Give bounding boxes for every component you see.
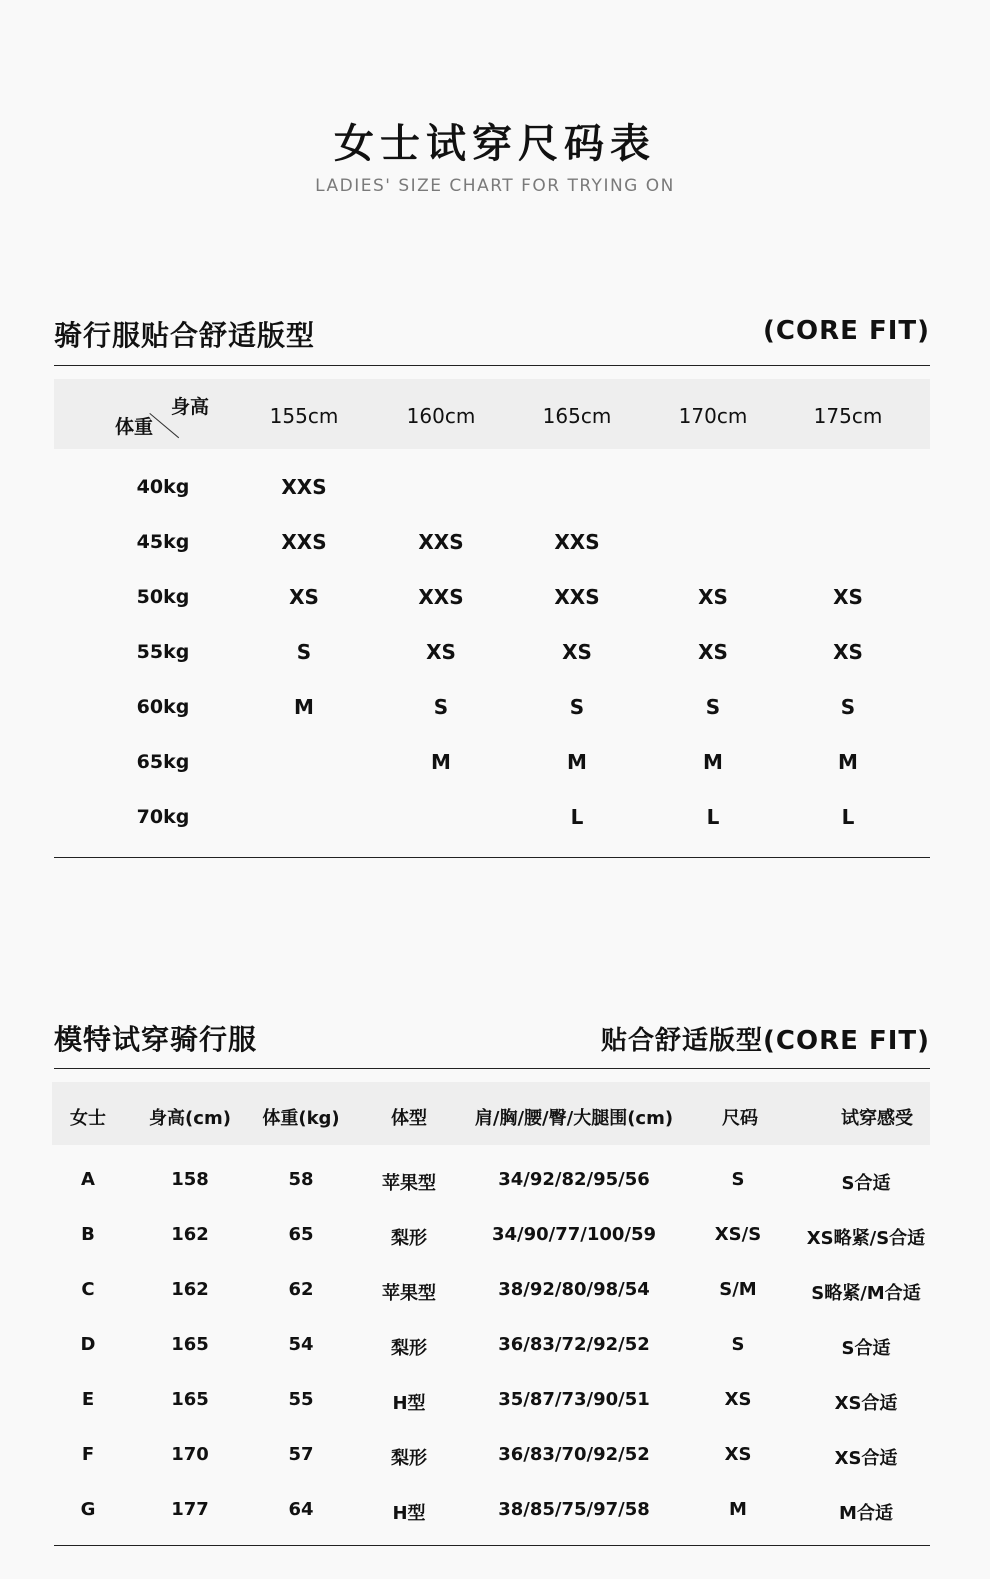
table-cell: M bbox=[729, 1499, 747, 1520]
divider bbox=[54, 857, 930, 858]
column-header-height: 175cm bbox=[813, 404, 883, 428]
size-cell: S bbox=[296, 640, 312, 664]
table-cell: 34/92/82/95/56 bbox=[498, 1169, 650, 1190]
size-cell: XS bbox=[698, 640, 728, 664]
table-cell: 苹果型 bbox=[382, 1173, 436, 1194]
page-subtitle: LADIES' SIZE CHART FOR TRYING ON bbox=[315, 176, 675, 196]
size-cell: XS bbox=[833, 640, 863, 664]
table-cell: 162 bbox=[171, 1224, 209, 1245]
row-label-weight: 45kg bbox=[136, 531, 190, 553]
column-header: 体重(kg) bbox=[262, 1108, 340, 1129]
table-cell: G bbox=[80, 1499, 96, 1520]
table-cell: 苹果型 bbox=[382, 1283, 436, 1304]
size-cell: XXS bbox=[418, 530, 464, 554]
size-cell: XXS bbox=[554, 530, 600, 554]
table-cell: 64 bbox=[288, 1499, 314, 1520]
table-cell: XS略紧/S合适 bbox=[806, 1228, 926, 1249]
row-label-weight: 50kg bbox=[136, 586, 190, 608]
table-cell: S bbox=[731, 1169, 745, 1190]
column-header-height: 160cm bbox=[406, 404, 476, 428]
table-cell: S合适 bbox=[841, 1338, 891, 1359]
table-cell: 158 bbox=[171, 1169, 209, 1190]
table-cell: S/M bbox=[719, 1279, 757, 1300]
row-label-weight: 55kg bbox=[136, 641, 190, 663]
table-cell: B bbox=[81, 1224, 95, 1245]
table-cell: 57 bbox=[288, 1444, 314, 1465]
size-cell: M bbox=[838, 750, 858, 774]
row-label-weight: 40kg bbox=[136, 476, 190, 498]
table-cell: E bbox=[81, 1389, 95, 1410]
size-cell: M bbox=[703, 750, 723, 774]
table-cell: XS合适 bbox=[834, 1448, 898, 1469]
section-heading: 骑行服贴合舒适版型 bbox=[54, 319, 316, 352]
fit-label: 贴合舒适版型(CORE FIT) bbox=[601, 1026, 930, 1056]
table-cell: M合适 bbox=[839, 1503, 893, 1524]
size-cell: XXS bbox=[281, 530, 327, 554]
size-cell: S bbox=[433, 695, 449, 719]
table-cell: D bbox=[80, 1334, 96, 1355]
size-cell: M bbox=[567, 750, 587, 774]
table-cell: 58 bbox=[288, 1169, 314, 1190]
size-cell: S bbox=[840, 695, 856, 719]
table-cell: 36/83/72/92/52 bbox=[498, 1334, 650, 1355]
table-cell: 35/87/73/90/51 bbox=[498, 1389, 650, 1410]
corner-weight-label: 体重 bbox=[115, 416, 154, 438]
column-header: 女士 bbox=[70, 1108, 106, 1129]
row-label-weight: 60kg bbox=[136, 696, 190, 718]
column-header-height: 155cm bbox=[269, 404, 339, 428]
row-label-weight: 70kg bbox=[136, 806, 190, 828]
size-cell: XXS bbox=[418, 585, 464, 609]
table-cell: 38/85/75/97/58 bbox=[498, 1499, 650, 1520]
size-cell: M bbox=[431, 750, 451, 774]
size-cell: L bbox=[706, 805, 720, 829]
table-cell: 170 bbox=[171, 1444, 209, 1465]
table-cell: 36/83/70/92/52 bbox=[498, 1444, 650, 1465]
size-cell: XS bbox=[833, 585, 863, 609]
table-cell: 177 bbox=[171, 1499, 209, 1520]
fit-label: (CORE FIT) bbox=[763, 316, 930, 346]
section-header bbox=[54, 314, 930, 354]
size-cell: M bbox=[294, 695, 314, 719]
table-cell: 62 bbox=[288, 1279, 314, 1300]
table-cell: 梨形 bbox=[391, 1338, 427, 1359]
column-header: 试穿感受 bbox=[841, 1108, 913, 1129]
table-cell: 165 bbox=[171, 1389, 209, 1410]
table-cell: A bbox=[81, 1169, 95, 1190]
row-label-weight: 65kg bbox=[136, 751, 190, 773]
size-cell: L bbox=[570, 805, 584, 829]
column-header: 尺码 bbox=[722, 1108, 758, 1129]
table-cell: 65 bbox=[288, 1224, 314, 1245]
table-cell: S bbox=[731, 1334, 745, 1355]
size-cell: XS bbox=[698, 585, 728, 609]
section-header bbox=[54, 1018, 930, 1058]
table-cell: 38/92/80/98/54 bbox=[498, 1279, 650, 1300]
table-cell: XS合适 bbox=[834, 1393, 898, 1414]
table-cell: S合适 bbox=[841, 1173, 891, 1194]
table-cell: F bbox=[81, 1444, 95, 1465]
size-cell: XXS bbox=[554, 585, 600, 609]
column-header: 身高(cm) bbox=[149, 1108, 231, 1129]
column-header: 肩/胸/腰/臀/大腿围(cm) bbox=[474, 1108, 674, 1129]
table-cell: XS bbox=[724, 1389, 752, 1410]
table-cell: XS/S bbox=[714, 1224, 762, 1245]
column-header: 体型 bbox=[391, 1108, 427, 1129]
size-cell: L bbox=[841, 805, 855, 829]
column-header-height: 170cm bbox=[678, 404, 748, 428]
table-cell: 梨形 bbox=[391, 1448, 427, 1469]
size-cell: XS bbox=[426, 640, 456, 664]
size-cell: XS bbox=[289, 585, 319, 609]
table-cell: C bbox=[81, 1279, 95, 1300]
table-cell: 162 bbox=[171, 1279, 209, 1300]
table-cell: 165 bbox=[171, 1334, 209, 1355]
table-cell: XS bbox=[724, 1444, 752, 1465]
divider bbox=[54, 1068, 930, 1069]
page-title: 女士试穿尺码表 bbox=[334, 121, 656, 167]
size-cell: S bbox=[569, 695, 585, 719]
table-cell: H型 bbox=[392, 1393, 426, 1414]
table-cell: 梨形 bbox=[391, 1228, 427, 1249]
size-cell: XXS bbox=[281, 475, 327, 499]
divider bbox=[54, 365, 930, 366]
corner-height-label: 身高 bbox=[171, 396, 210, 418]
table-cell: H型 bbox=[392, 1503, 426, 1524]
size-cell: XS bbox=[562, 640, 592, 664]
table-cell: S略紧/M合适 bbox=[811, 1283, 921, 1304]
table-cell: 34/90/77/100/59 bbox=[491, 1224, 657, 1245]
table-cell: 55 bbox=[288, 1389, 314, 1410]
size-cell: S bbox=[705, 695, 721, 719]
divider bbox=[54, 1545, 930, 1546]
column-header-height: 165cm bbox=[542, 404, 612, 428]
section-heading: 模特试穿骑行服 bbox=[54, 1023, 258, 1056]
table-cell: 54 bbox=[288, 1334, 314, 1355]
